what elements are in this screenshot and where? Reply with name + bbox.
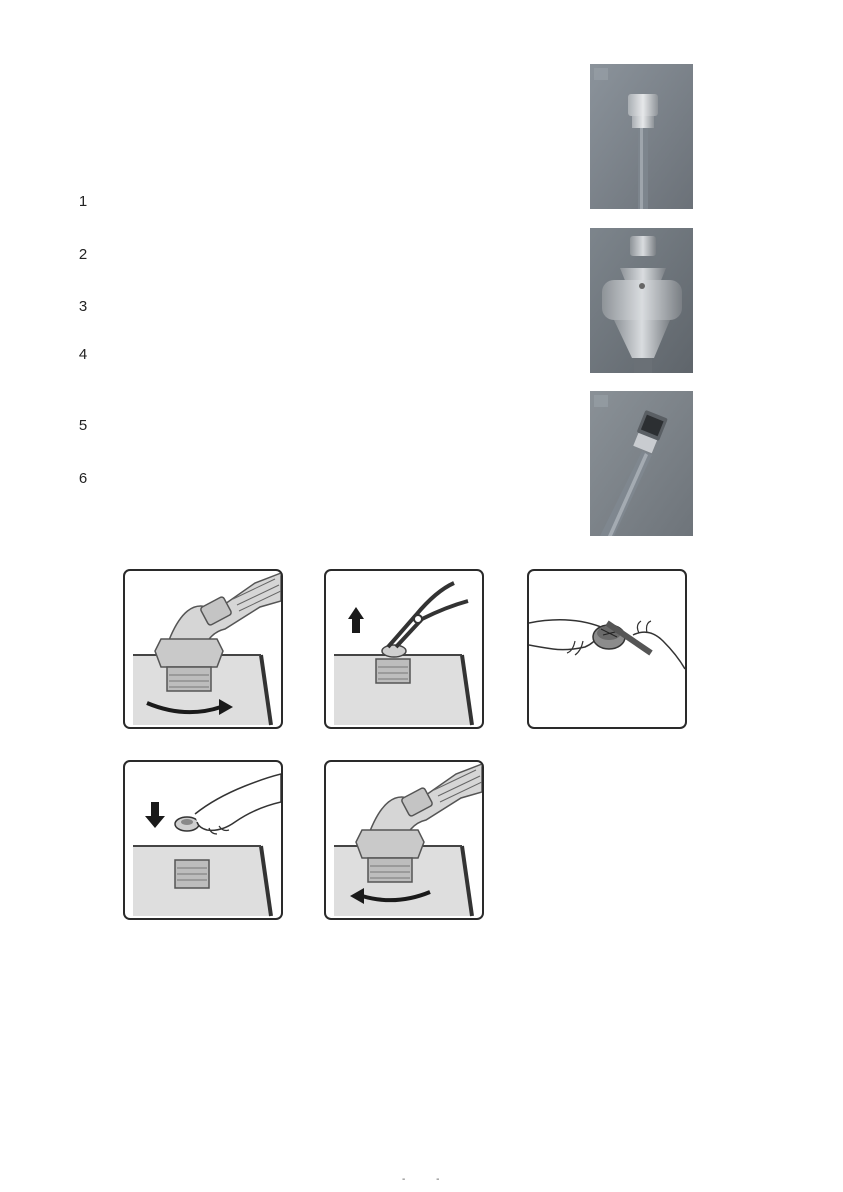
- insert-filter-illustration: [123, 760, 283, 920]
- screw-hose-illustration: [324, 760, 484, 920]
- step-number-2: 2: [78, 246, 88, 263]
- step-number-4: 4: [78, 346, 88, 363]
- step-number-3: 3: [78, 298, 88, 315]
- step-number-6: 6: [78, 470, 88, 487]
- clean-filter-brush-illustration: [527, 569, 687, 729]
- step-number-5: 5: [78, 417, 88, 434]
- unscrew-hose-illustration: [123, 569, 283, 729]
- hose-standard-nut-photo: [590, 64, 693, 209]
- footer-marks: - -: [402, 1174, 454, 1185]
- hose-aquastop-valve-photo: [590, 228, 693, 373]
- step-number-1: 1: [78, 193, 88, 210]
- hose-filter-end-photo: [590, 391, 693, 536]
- remove-filter-pliers-illustration: [324, 569, 484, 729]
